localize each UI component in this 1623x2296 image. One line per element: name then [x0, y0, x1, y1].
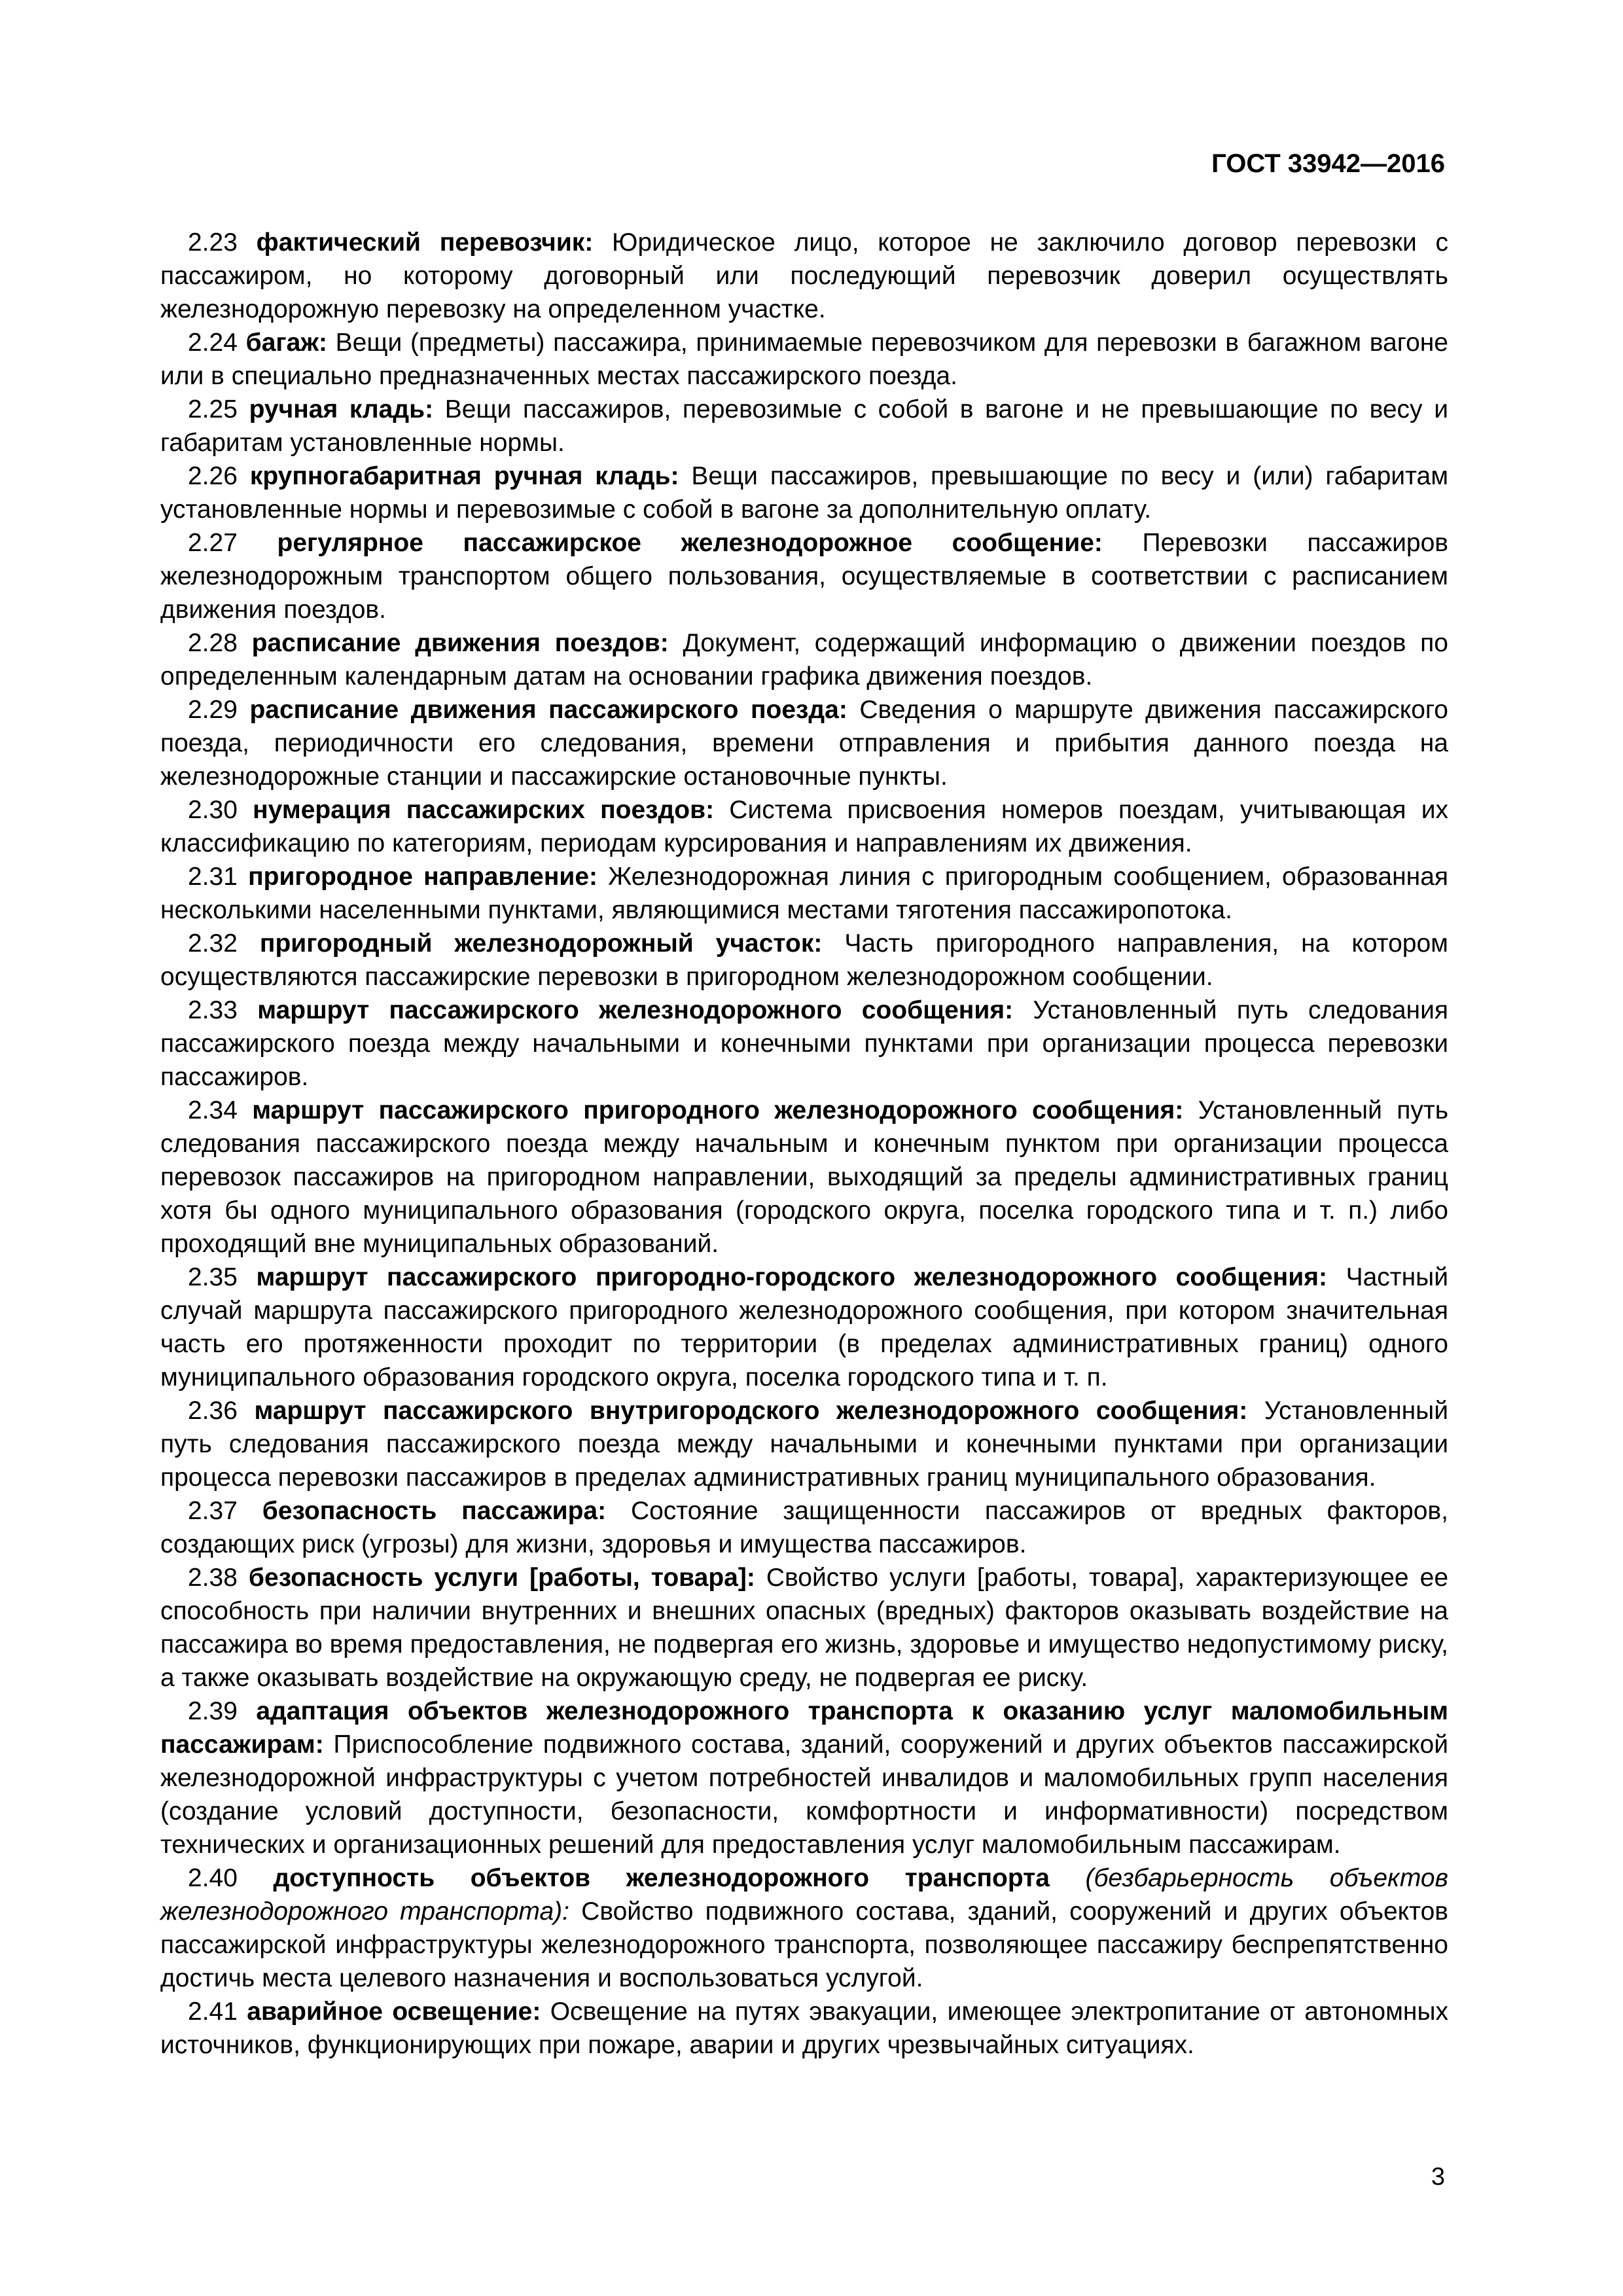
definition-entry: [160, 393, 1448, 459]
definition-text: Приспособление подвижного состава, зданий, сооружений и других объектов пассажирской железнодорожной инфраструктуры с учетом потребностей инвалидов и маломобильных групп населения (создание условий доступности, безопасности, комфортности и информативности) посредством технических и организационных решений для предоставления услуг маломобильным пассажирам.: [160, 1731, 1448, 1859]
definition-entry: [160, 326, 1448, 393]
definition-text: Установленный путь следования пассажирского поезда между начальными и конечными пунктами при организации процесса перевозки пассажиров в пределах административных границ муниципального образования.: [160, 1397, 1448, 1492]
definition-text: Документ, содержащий информацию о движении поездов по определенным календарным датам на основании графика движения поездов.: [160, 629, 1448, 691]
definition-term: маршрут пассажирского железнодорожного сообщения:: [257, 996, 1014, 1024]
definition-text: Железнодорожная линия с пригородным сообщением, образованная несколькими населенными пунктами, являющимися местами тяготения пассажиропотока.: [160, 863, 1449, 924]
definition-text: Сведения о маршруте движения пассажирского поезда, периодичности его следования, времени отправления и прибытия данного поезда на железнодорожные станции и пассажирские остановочные пункты.: [160, 696, 1448, 791]
definition-entry: [160, 693, 1448, 793]
definition-number: 2.32: [188, 929, 238, 958]
definition-term: доступность объектов железнодорожного транспорта: [273, 1864, 1050, 1892]
definition-term: крупногабаритная ручная кладь:: [249, 462, 679, 490]
definition-text: Вещи пассажиров, превышающие по весу и (или) габаритам установленные нормы и перевозимые с собой в вагоне за дополнительную оплату.: [160, 462, 1449, 524]
definition-number: 2.40: [188, 1864, 238, 1892]
definition-number: 2.36: [188, 1397, 238, 1425]
definition-text: Установленный путь следования пассажирского поезда между начальными и конечными пунктами при организации процесса перевозки пассажиров.: [160, 996, 1448, 1091]
definition-entry: [160, 226, 1448, 326]
definition-number: 2.33: [188, 996, 238, 1024]
page-number: 3: [1431, 2163, 1445, 2191]
definition-entry: [160, 1094, 1448, 1261]
definition-number: 2.28: [188, 629, 238, 657]
definition-entry: [160, 1861, 1448, 1995]
definition-term: маршрут пассажирского пригородно-городского железнодорожного сообщения:: [256, 1263, 1327, 1291]
definition-number: 2.25: [188, 395, 238, 423]
definition-number: 2.31: [188, 863, 238, 891]
definition-number: 2.26: [188, 462, 238, 490]
definition-term: багаж:: [245, 329, 327, 357]
definition-number: 2.27: [188, 529, 238, 557]
definitions-list: [160, 226, 1448, 2062]
definition-number: 2.34: [188, 1096, 238, 1124]
definition-term: пригородное направление:: [248, 863, 598, 891]
definition-term: безопасность пассажира:: [262, 1497, 607, 1525]
definition-term: пригородный железнодорожный участок:: [259, 929, 823, 958]
definition-text: Система присвоения номеров поездам, учитывающая их классификацию по категориям, периодам курсирования и направлениям их движения.: [160, 796, 1448, 857]
document-code-header: ГОСТ 33942—2016: [1211, 149, 1445, 178]
definition-term: безопасность услуги [работы, товара]:: [248, 1564, 755, 1592]
definition-text: Юридическое лицо, которое не заключило договор перевозки с пассажиром, но которому договорный или последующий перевозчик доверил осуществлять железнодорожную перевозку на определенном участке.: [160, 228, 1448, 323]
definition-number: 2.30: [188, 796, 238, 824]
definition-number: 2.35: [188, 1263, 238, 1291]
definition-text: Вещи (предметы) пассажира, принимаемые перевозчиком для перевозки в багажном вагоне или в специально предназначенных местах пассажирского поезда.: [160, 329, 1448, 390]
definition-term: расписание движения поездов:: [251, 629, 669, 657]
definition-number: 2.29: [188, 696, 238, 724]
definition-entry: [160, 1494, 1448, 1561]
definition-text: Освещение на путях эвакуации, имеющее электропитание от автономных источников, функционирующих при пожаре, аварии и других чрезвычайных ситуациях.: [160, 1998, 1448, 2059]
definition-number: 2.24: [188, 329, 238, 357]
definition-entry: [160, 1394, 1448, 1494]
definition-entry: [160, 526, 1448, 626]
definition-term: адаптация объектов железнодорожного транспорта к оказанию услуг маломобильным пассажирам:: [160, 1697, 1448, 1759]
definition-term: расписание движения пассажирского поезда:: [249, 696, 847, 724]
definition-entry: [160, 1695, 1448, 1861]
definition-text: Установленный путь следования пассажирского поезда между начальным и конечным пунктом при организации процесса перевозок пассажиров на пригородном направлении, выходящий за пределы административных границ хотя бы одного муниципального образования (городского округа, поселка городского типа и т. п.) либо проходящий вне муниципальных образований.: [160, 1096, 1449, 1258]
definition-term: фактический перевозчик:: [256, 228, 594, 257]
definition-term: нумерация пассажирских поездов:: [253, 796, 715, 824]
definition-number: 2.39: [188, 1697, 238, 1725]
definition-text: Вещи пассажиров, перевозимые с собой в вагоне и не превышающие по весу и габаритам установленные нормы.: [160, 395, 1448, 457]
definition-number: 2.37: [188, 1497, 238, 1525]
definition-text: Свойство подвижного состава, зданий, сооружений и других объектов пассажирской инфраструктуры железнодорожного транспорта, позволяющее пассажиру беспрепятственно достичь места целевого назначения и воспользоваться услугой.: [160, 1897, 1448, 1992]
definition-entry: [160, 994, 1448, 1094]
definition-entry: [160, 626, 1448, 693]
definition-number: 2.38: [188, 1564, 238, 1592]
definition-entry: [160, 1561, 1448, 1695]
definition-text: Перевозки пассажиров железнодорожным транспортом общего пользования, осуществляемые в соответствии с расписанием движения поездов.: [160, 529, 1448, 624]
definition-entry: [160, 793, 1448, 860]
definition-text: Частный случай маршрута пассажирского пригородного железнодорожного сообщения, при котором значительная часть его протяженности проходит по территории (в пределах административных границ) одного муниципального образования городского округа, поселка городского типа и т. п.: [160, 1263, 1448, 1391]
definition-term: регулярное пассажирское железнодорожное сообщение:: [277, 529, 1103, 557]
definition-term: аварийное освещение:: [247, 1998, 541, 2026]
definition-text: Состояние защищенности пассажиров от вредных факторов, создающих риск (угрозы) для жизни, здоровья и имущества пассажиров.: [160, 1497, 1448, 1558]
definition-text: Свойство услуги [работы, товара], характеризующее ее способность при наличии внутренних и внешних опасных (вредных) факторов оказывать воздействие на пассажира во время предоставления, не подвергая его жизнь, здоровье и имущество недопустимому риску, а также оказывать воздействие на окружающую среду, не подвергая ее риску.: [160, 1564, 1449, 1692]
definition-term-colon: :: [562, 1897, 569, 1926]
definition-text: Часть пригородного направления, на котором осуществляются пассажирские перевозки в пригородном железнодорожном сообщении.: [160, 929, 1448, 991]
definition-term: маршрут пассажирского пригородного железнодорожного сообщения:: [252, 1096, 1184, 1124]
definition-entry: [160, 459, 1448, 526]
definition-term: маршрут пассажирского внутригородского железнодорожного сообщения:: [254, 1397, 1248, 1425]
definition-entry: [160, 860, 1448, 927]
definition-term-synonym: (безбарьерность объектов железнодорожного транспорта): [160, 1864, 1448, 1926]
definition-number: 2.23: [188, 228, 238, 257]
definition-number: 2.41: [188, 1998, 238, 2026]
definition-entry: [160, 1995, 1448, 2062]
definition-term: ручная кладь:: [249, 395, 434, 423]
definition-entry: [160, 927, 1448, 994]
definition-entry: [160, 1261, 1448, 1394]
